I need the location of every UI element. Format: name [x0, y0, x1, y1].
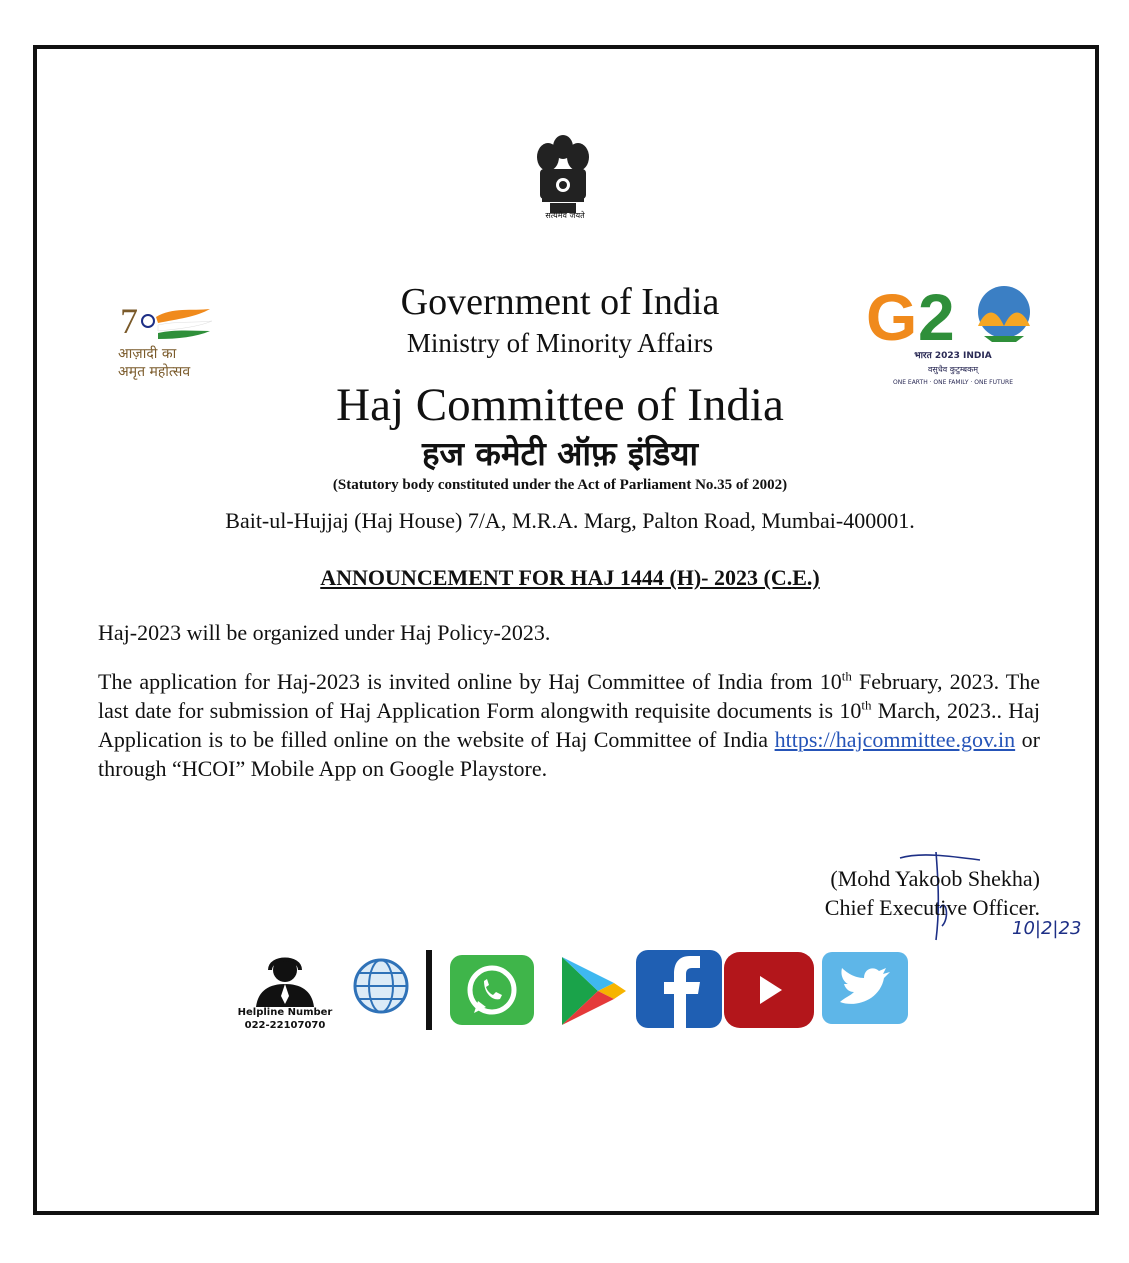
- handwritten-date: 10|2|23: [1012, 918, 1082, 939]
- announcement-paragraph-2: [98, 667, 1040, 783]
- azadi-line-1: आज़ादी का: [118, 346, 177, 362]
- website-icon[interactable]: [350, 958, 412, 1016]
- playstore-icon[interactable]: [558, 953, 628, 1028]
- facebook-icon[interactable]: [636, 950, 722, 1028]
- azadi-text: [118, 345, 238, 381]
- organization-heading-hindi: हज कमेटी ऑफ़ इंडिया: [421, 434, 699, 473]
- helpline-number: 022-22107070: [244, 1020, 326, 1031]
- helpline-icon[interactable]: [250, 952, 320, 1007]
- para2-part2: February, 2023. The last date for submission of Haj Application Form alongwith requisite documents is 10: [98, 669, 1041, 723]
- g20-tagline: भारत 2023 INDIA: [914, 351, 992, 361]
- youtube-icon[interactable]: [724, 952, 814, 1028]
- whatsapp-icon[interactable]: [450, 955, 534, 1025]
- signatory-role: Chief Executive Officer.: [824, 895, 1040, 920]
- helpline-title: Helpline Number: [237, 1007, 333, 1018]
- signatory-name: (Mohd Yakoob Shekha): [830, 866, 1040, 891]
- helpline-label: [225, 1006, 345, 1032]
- superscript-th: th: [841, 668, 852, 684]
- emblem-motto: सत्यमेव जयते: [545, 211, 585, 220]
- azadi-line-2: अमृत महोत्सव: [118, 364, 191, 380]
- announcement-paragraph-1: Haj-2023 will be organized under Haj Policy-2023.: [98, 620, 551, 645]
- ministry-heading: Ministry of Minority Affairs: [406, 328, 714, 358]
- svg-text:G: G: [866, 280, 918, 354]
- g20-motto: वसुधैव कुटुम्बकम्: [927, 365, 979, 374]
- superscript-th: th: [861, 697, 872, 713]
- para2-part3: March, 2023.. Haj Application is to be filled online on the website of Haj Committee of India: [98, 698, 1041, 752]
- twitter-icon[interactable]: [822, 952, 908, 1024]
- svg-text:2: 2: [918, 280, 955, 354]
- statutory-note: (Statutory body constituted under the Act of Parliament No.35 of 2002): [332, 477, 788, 493]
- para2-part1: The application for Haj-2023 is invited online by Haj Committee of India from 10: [98, 669, 842, 694]
- announcement-title: ANNOUNCEMENT FOR HAJ 1444 (H)- 2023 (C.E.): [320, 565, 820, 590]
- footer-divider: [426, 950, 432, 1030]
- organization-heading: Haj Committee of India: [336, 379, 784, 431]
- website-link[interactable]: https://hajcommittee.gov.in: [774, 727, 1016, 752]
- government-heading: Government of India: [400, 281, 720, 323]
- para2-part4: or through “HCOI” Mobile App on Google Playstore.: [98, 727, 1040, 781]
- g20-motto-en: ONE EARTH · ONE FAMILY · ONE FUTURE: [893, 379, 1013, 386]
- office-address: Bait-ul-Hujjaj (Haj House) 7/A, M.R.A. Marg, Palton Road, Mumbai-400001.: [225, 508, 915, 533]
- svg-text:7: 7: [120, 301, 138, 341]
